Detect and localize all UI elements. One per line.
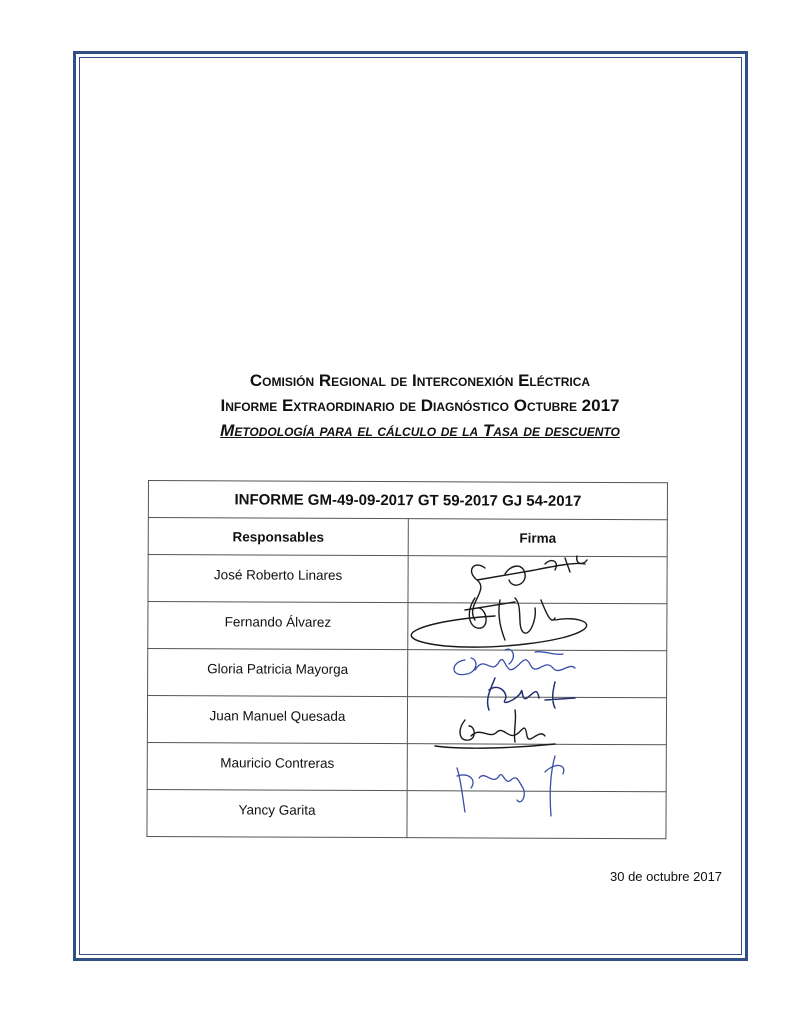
column-header-responsables: Responsables: [148, 518, 408, 556]
title-organization: Comisión Regional de Interconexión Eléctrica: [249, 371, 591, 390]
signature-cell: [407, 791, 666, 839]
signature-cell: [408, 650, 667, 698]
signature-cell: [407, 744, 666, 792]
signature-cell: [408, 603, 667, 651]
signature-cell: [407, 697, 666, 745]
table-row: [148, 555, 667, 604]
signature-cell: [408, 556, 667, 604]
table-row: [147, 742, 666, 791]
responsable-name: Yancy Garita: [147, 789, 407, 837]
column-header-firma: Firma: [408, 519, 667, 557]
title-methodology: Metodología para el cálculo de la Tasa de descuento: [220, 421, 620, 440]
report-code-header: INFORME GM-49-09-2017 GT 59-2017 GJ 54-2017: [148, 481, 667, 520]
document-date: 30 de octubre 2017: [610, 869, 723, 884]
table-row: [147, 696, 666, 745]
responsable-name: Fernando Álvarez: [148, 602, 408, 650]
responsable-name: Juan Manuel Quesada: [147, 696, 407, 744]
document-title-block: [120, 368, 720, 443]
table-row: [148, 602, 667, 651]
table-row: [147, 789, 666, 838]
responsable-name: Mauricio Contreras: [147, 742, 407, 790]
signature-table: [146, 480, 668, 839]
table-row: [148, 649, 667, 698]
responsable-name: José Roberto Linares: [148, 555, 408, 603]
title-report: Informe Extraordinario de Diagnóstico Octubre 2017: [220, 396, 620, 415]
responsable-name: Gloria Patricia Mayorga: [148, 649, 408, 697]
